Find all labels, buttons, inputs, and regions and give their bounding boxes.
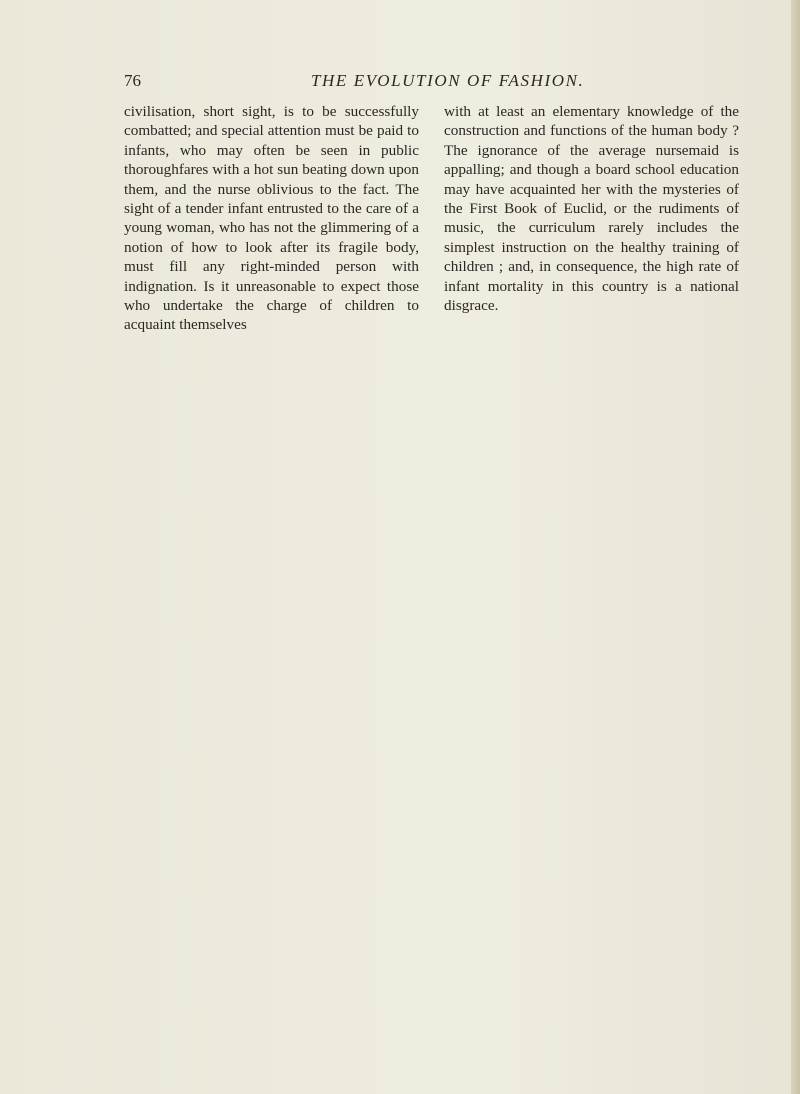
running-head xyxy=(124,71,744,97)
page-number: 76 xyxy=(124,71,141,90)
text-column-left xyxy=(124,102,419,335)
paragraph-right: with at least an elementary knowledge of the construction and functions of the human body ? The ignorance of the average nursemaid is appalling; and though a board school education may have acquainted her with the mysteries of the First Book of Euclid, or the rudiments of music, the curriculum rarely includes the simplest instruction on the healthy training of children ; and, in consequence, the high rate of infant mortality in this country is a national disgrace. xyxy=(444,103,739,315)
paragraph-left: civilisation, short sight, is to be successfully combatted; and special attention must be paid to infants, who may often be seen in public thoroughfares with a hot sun beating down upon them, and the nurse oblivious to the fact. The sight of a tender infant entrusted to the care of a young woman, who has not the glimmering of a notion of how to look after its fragile body, must fill any right-minded person with indignation. Is it unreasonable to expect those who undertake the charge of children to acquaint themselves xyxy=(124,103,419,334)
page-edge xyxy=(791,0,800,1094)
text-column-right xyxy=(444,102,739,315)
running-title: THE EVOLUTION OF FASHION. xyxy=(311,71,585,90)
